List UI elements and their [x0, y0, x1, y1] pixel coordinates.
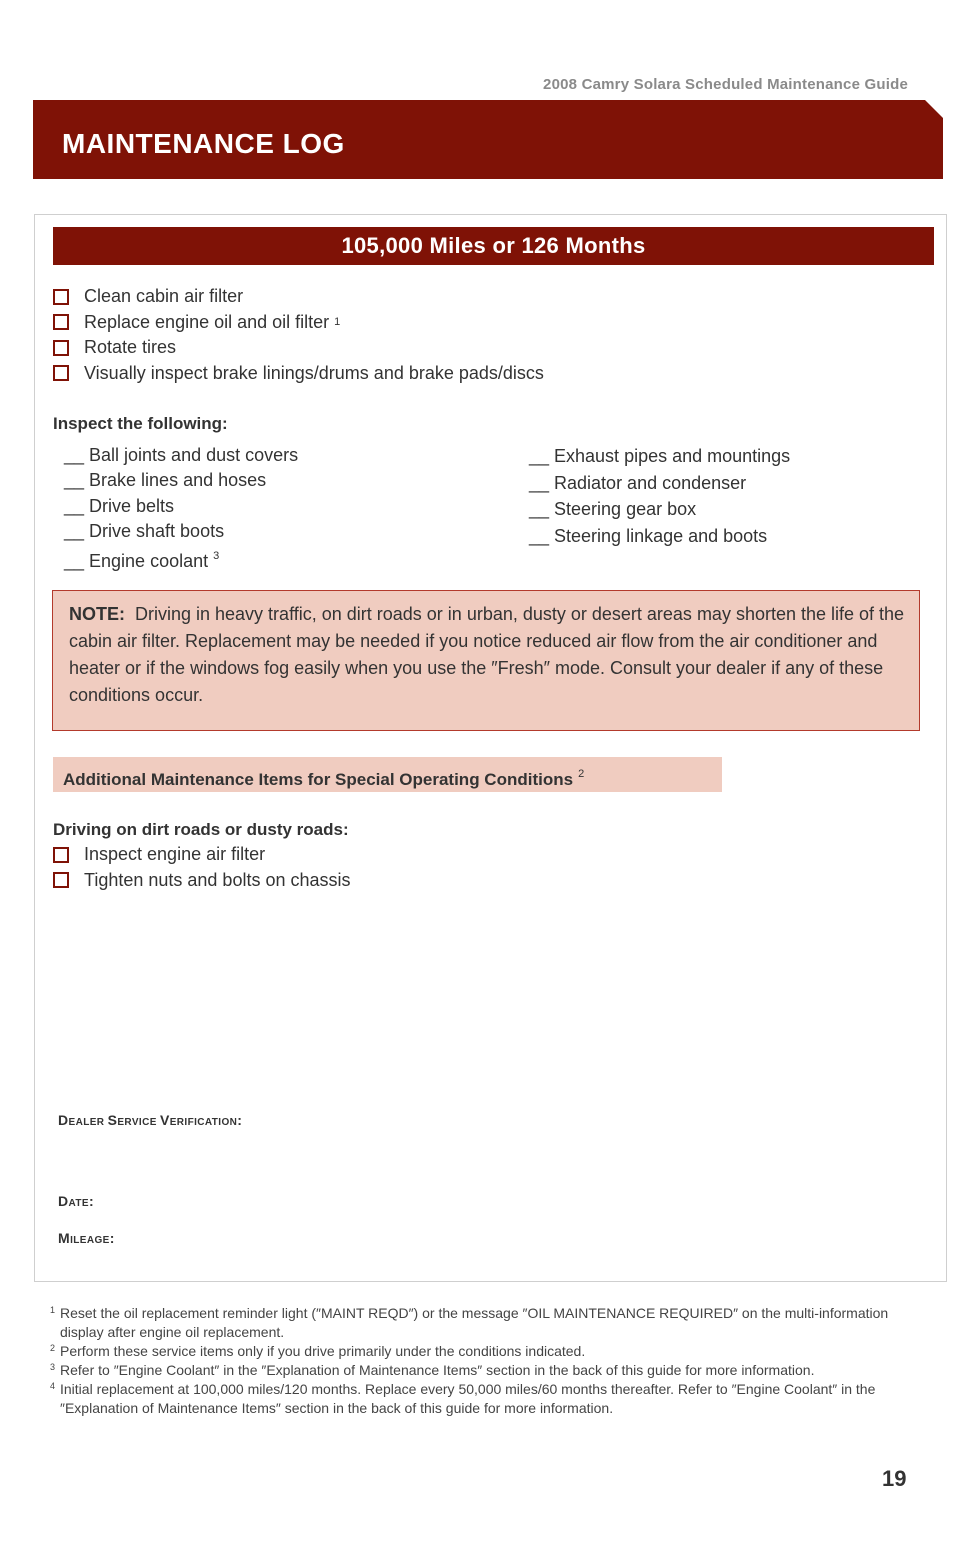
- banner-corner-notch: [925, 100, 943, 118]
- interval-title: 105,000 Miles or 126 Months: [53, 227, 934, 265]
- page-number: 19: [882, 1466, 907, 1491]
- checkbox[interactable]: [53, 289, 69, 305]
- special-conditions-heading: [53, 757, 722, 792]
- footnote-ref: 3: [213, 550, 220, 563]
- footnotes: [50, 1304, 910, 1418]
- footnote-mark: 4: [50, 1381, 56, 1391]
- inspect-heading: Inspect the following:: [53, 414, 228, 433]
- inspect-list-right: [529, 443, 790, 549]
- inspect-item-label: __ Exhaust pipes and mountings: [529, 446, 791, 466]
- note-text: Driving in heavy traffic, on dirt roads or in urban, dusty or desert areas may shorten the life of the cabin air filter. Replacement may be needed if you notice reduced air flow from the air conditioner and heater or if the windows fog easily when you use the ″Fresh″ mode. Consult your dealer if any of these conditions occur.: [69, 604, 905, 705]
- mileage-label: MILEAGE:: [58, 1230, 115, 1246]
- footnote-text: Perform these service items only if you drive primarily under the conditions indicated.: [60, 1343, 586, 1359]
- inspect-item: [64, 544, 298, 572]
- checklist-item-label: Inspect engine air filter: [84, 844, 266, 865]
- footnote-text: Initial replacement at 100,000 miles/120 months. Replace every 50,000 miles/60 months thereafter. Refer to ″Engine Coolant″ in the ″Explanation of Maintenance Items″ section in the back of this guide for more information.: [60, 1381, 876, 1416]
- inspect-item: [529, 523, 790, 550]
- footnote-text: Refer to ″Engine Coolant″ in the ″Explanation of Maintenance Items″ section in the back of this guide for more information.: [60, 1362, 815, 1378]
- inspect-item-label: __ Engine coolant: [64, 551, 209, 572]
- inspect-item: [64, 519, 298, 544]
- checklist-item: [53, 335, 544, 361]
- checkbox[interactable]: [53, 314, 69, 330]
- inspect-item-label: __ Drive shaft boots: [64, 520, 225, 541]
- checklist-item-label: Clean cabin air filter: [84, 286, 244, 307]
- footnote-mark: 3: [50, 1362, 56, 1372]
- dirt-roads-heading: Driving on dirt roads or dusty roads:: [53, 820, 349, 839]
- checkbox[interactable]: [53, 340, 69, 356]
- inspect-item-label: __ Brake lines and hoses: [64, 470, 267, 491]
- checklist-item: [53, 284, 544, 310]
- page-title: MAINTENANCE LOG: [62, 128, 345, 159]
- dealer-verification-label: DEALER SERVICE VERIFICATION:: [58, 1112, 243, 1128]
- note-label: NOTE:: [69, 604, 125, 624]
- guide-title: 2008 Camry Solara Scheduled Maintenance Guide: [543, 76, 908, 93]
- date-label: DATE:: [58, 1193, 95, 1209]
- inspect-item-label: __ Steering gear box: [529, 499, 697, 519]
- footnote: [50, 1380, 910, 1418]
- service-checklist: [53, 284, 544, 386]
- footnote: [50, 1304, 910, 1342]
- inspect-item: [529, 496, 790, 523]
- checklist-item-label: Tighten nuts and bolts on chassis: [84, 869, 351, 890]
- footnote-ref: 1: [334, 316, 341, 329]
- footnote-mark: 2: [50, 1343, 56, 1353]
- special-conditions-title: Additional Maintenance Items for Special Operating Conditions: [63, 770, 574, 789]
- inspect-item: [529, 470, 790, 497]
- footnote: [50, 1342, 910, 1361]
- checkbox[interactable]: [53, 365, 69, 381]
- inspect-item-label: __ Drive belts: [64, 495, 175, 516]
- inspect-item: [64, 468, 298, 493]
- inspect-item: [64, 443, 298, 468]
- note-box: [52, 590, 920, 731]
- footnote-mark: 1: [50, 1305, 56, 1315]
- checklist-item: [53, 361, 544, 387]
- footnote-ref: 2: [578, 768, 585, 780]
- checklist-item-label: Visually inspect brake linings/drums and brake pads/discs: [84, 362, 544, 383]
- checklist-item-label: Rotate tires: [84, 337, 177, 358]
- checklist-item: [53, 868, 351, 894]
- checkbox[interactable]: [53, 847, 69, 863]
- inspect-item-label: __ Radiator and condenser: [529, 472, 747, 493]
- checklist-item: [53, 842, 351, 868]
- inspect-item-label: __ Steering linkage and boots: [529, 525, 768, 546]
- dirt-roads-checklist: [53, 842, 351, 893]
- footnote-text: Reset the oil replacement reminder light (″MAINT REQD″) or the message ″OIL MAINTENANCE REQUIRED″ on the multi-information display after engine oil replacement.: [60, 1305, 889, 1340]
- checklist-item: [53, 310, 544, 336]
- inspect-item: [529, 443, 790, 470]
- footnote: [50, 1361, 910, 1380]
- checklist-item-label: Replace engine oil and oil filter: [84, 311, 330, 332]
- inspect-list-left: [64, 443, 299, 572]
- inspect-item-label: __ Ball joints and dust covers: [64, 445, 299, 465]
- checkbox[interactable]: [53, 872, 69, 888]
- inspect-item: [64, 494, 298, 519]
